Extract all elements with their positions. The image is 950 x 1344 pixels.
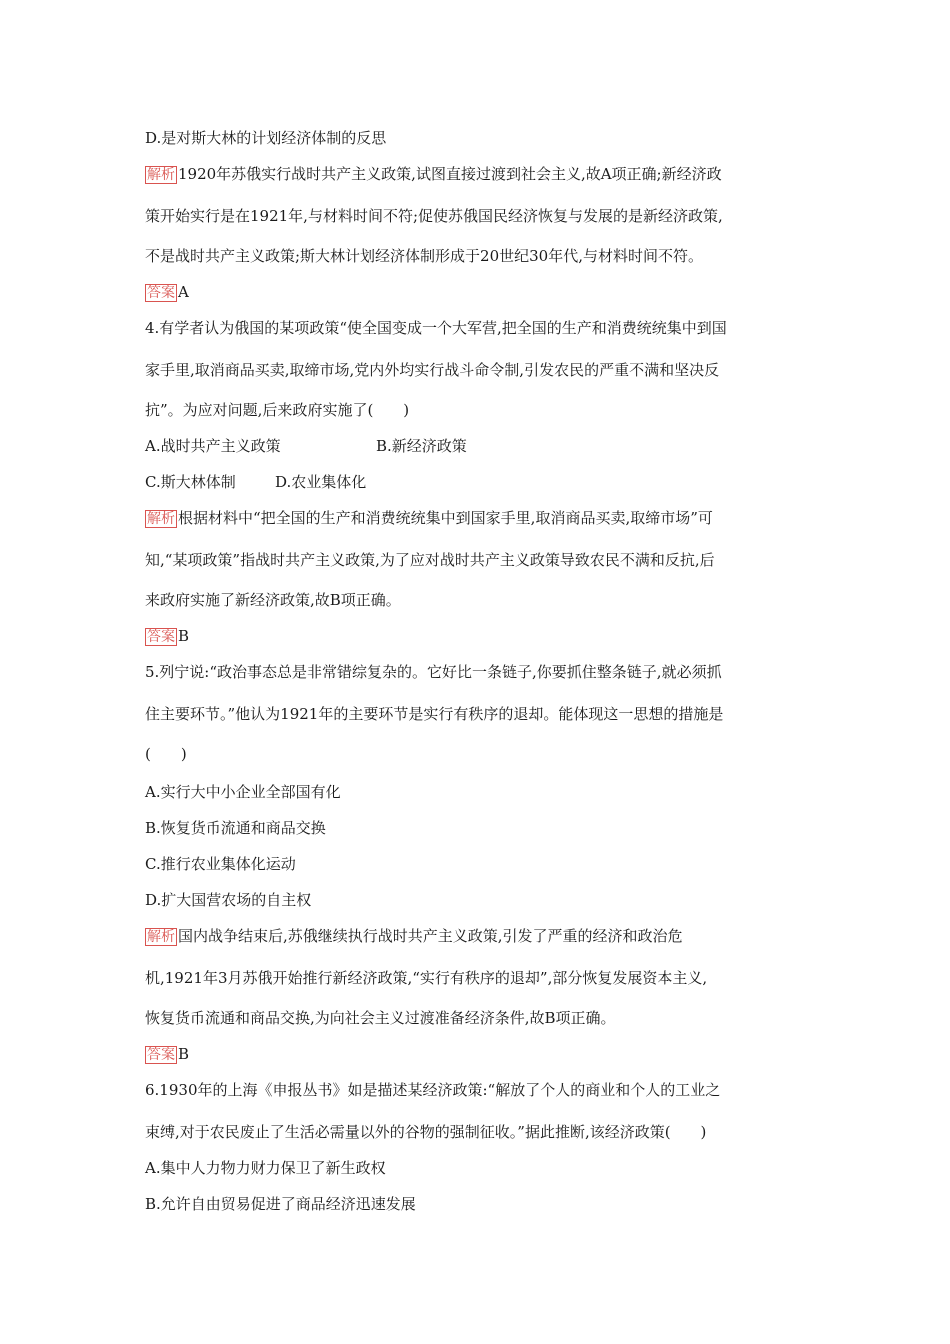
answer-tag: 答案 — [147, 629, 175, 645]
q6-stem-line-2: 束缚,对于农民废止了生活必需量以外的谷物的强制征收。”据此推断,该经济政策( ) — [145, 1123, 707, 1141]
q4-option-c: C.斯大林体制 — [145, 473, 236, 491]
q3-analysis-line-1: 解析 1920年苏俄实行战时共产主义政策,试图直接过渡到社会主义,故A项正确;新经济政 — [147, 165, 722, 183]
answer-tag: 答案 — [147, 1047, 175, 1063]
q4-options-row-2 — [145, 472, 366, 492]
q3-analysis-line-3: 不是战时共产主义政策;斯大林计划经济体制形成于20世纪30年代,与材料时间不符。 — [145, 247, 703, 265]
q6-stem-line-1: 6.1930年的上海《申报丛书》如是描述某经济政策:“解放了个人的商业和个人的工业之 — [145, 1081, 721, 1099]
q4-options-row-1 — [145, 436, 467, 456]
q6-option-b: B.允许自由贸易促进了商品经济迅速发展 — [145, 1195, 416, 1213]
q5-stem-line-3: ( ) — [145, 745, 187, 763]
q5-answer: 答案 B — [147, 1045, 190, 1063]
q4-stem-line-2: 家手里,取消商品买卖,取缔市场,党内外均实行战斗命令制,引发农民的严重不满和坚决反 — [145, 361, 720, 379]
q5-option-b: B.恢复货币流通和商品交换 — [145, 819, 326, 837]
q3-answer: 答案 A — [147, 283, 189, 301]
q6-option-a: A.集中人力物力财力保卫了新生政权 — [145, 1159, 386, 1177]
q5-analysis-line-1: 解析 国内战争结束后,苏俄继续执行战时共产主义政策,引发了严重的经济和政治危 — [147, 927, 683, 945]
q3-option-d: D.是对斯大林的计划经济体制的反思 — [145, 129, 387, 147]
q3-analysis-line-2: 策开始实行是在1921年,与材料时间不符;促使苏俄国民经济恢复与发展的是新经济政策, — [145, 207, 723, 225]
q4-option-b: B.新经济政策 — [376, 437, 467, 455]
q4-stem-line-1: 4.有学者认为俄国的某项政策“使全国变成一个大军营,把全国的生产和消费统统集中到国 — [145, 319, 727, 337]
q4-stem-line-3: 抗”。为应对问题,后来政府实施了( ) — [145, 401, 410, 419]
q4-option-d: D.农业集体化 — [275, 473, 367, 491]
analysis-tag: 解析 — [147, 167, 175, 183]
q5-option-d: D.扩大国营农场的自主权 — [145, 891, 312, 909]
analysis-tag: 解析 — [147, 511, 175, 527]
q4-answer: 答案 B — [147, 627, 190, 645]
q4-option-a: A.战时共产主义政策 — [145, 437, 281, 455]
q5-stem-line-1: 5.列宁说:“政治事态总是非常错综复杂的。它好比一条链子,你要抓住整条链子,就必须抓 — [145, 663, 722, 681]
analysis-tag: 解析 — [147, 929, 175, 945]
q5-option-a: A.实行大中小企业全部国有化 — [145, 783, 341, 801]
q4-analysis-line-3: 来政府实施了新经济政策,故B项正确。 — [145, 591, 401, 609]
q5-analysis-line-3: 恢复货币流通和商品交换,为向社会主义过渡准备经济条件,故B项正确。 — [145, 1009, 616, 1027]
answer-tag: 答案 — [147, 285, 175, 301]
q5-option-c: C.推行农业集体化运动 — [145, 855, 296, 873]
q4-analysis-line-2: 知,“某项政策”指战时共产主义政策,为了应对战时共产主义政策导致农民不满和反抗,后 — [145, 551, 715, 569]
q5-analysis-line-2: 机,1921年3月苏俄开始推行新经济政策,“实行有秩序的退却”,部分恢复发展资本主义, — [145, 969, 708, 987]
q4-analysis-line-1: 解析 根据材料中“把全国的生产和消费统统集中到国家手里,取消商品买卖,取缔市场”可 — [147, 509, 713, 527]
q5-stem-line-2: 住主要环节。”他认为1921年的主要环节是实行有秩序的退却。能体现这一思想的措施是 — [145, 705, 724, 723]
